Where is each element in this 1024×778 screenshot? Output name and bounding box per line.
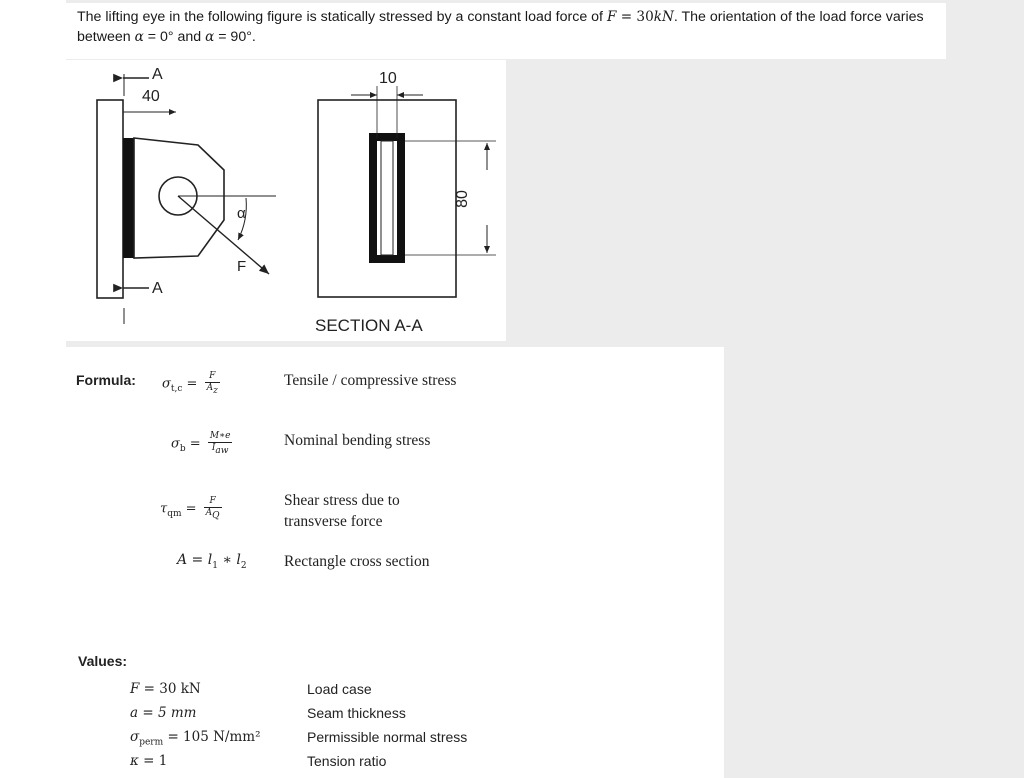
section-caption: SECTION A-A <box>315 316 423 335</box>
formula-shear-sub: qm <box>167 509 182 519</box>
value-kappa-rest: = 1 <box>138 753 168 769</box>
load-unit: kN <box>653 9 674 25</box>
formula-panel <box>66 347 724 778</box>
formula-area-desc: Rectangle cross section <box>284 553 430 570</box>
formula-tensile-symbol: σ <box>162 376 171 392</box>
load-value: = 30 <box>616 9 654 25</box>
formula-bending-den-sub: aw <box>215 445 229 456</box>
value-load <box>130 681 201 697</box>
formula-bending: $\sigma_b$ = $\frac{M∗e}{I_{aw}}$ <box>171 431 231 456</box>
value-load-rest: = 30 kN <box>139 681 201 697</box>
formula-bending-num: M∗e <box>209 431 231 441</box>
left-margin <box>0 0 66 778</box>
formula-area-text: A = l <box>177 552 213 568</box>
value-perm-stress <box>130 729 260 748</box>
value-seam-symbol: a <box>130 705 139 721</box>
formula-bending-sub: b <box>179 444 186 454</box>
formula-shear-num: F <box>204 496 222 508</box>
problem-statement <box>66 3 946 59</box>
weld-seam <box>123 138 134 258</box>
value-kappa-desc: Tension ratio <box>307 753 387 769</box>
force-label: F <box>237 258 247 275</box>
formula-shear-den-sub: Q <box>212 510 220 521</box>
formula-bending-den: I <box>211 443 216 453</box>
formula-tensile-desc: Tensile / compressive stress <box>284 372 457 389</box>
value-seam <box>130 705 196 721</box>
value-seam-desc: Seam thickness <box>307 705 406 721</box>
formula-shear-fraction <box>204 496 222 522</box>
formula-tensile: $\sigma_{t,c}$ = $\frac{F}{A_z}$ <box>162 371 218 396</box>
formula-bending-symbol: σ <box>171 436 180 452</box>
value-perm-symbol: σ <box>130 729 140 745</box>
formula-area <box>177 552 247 571</box>
section-label-top: A <box>152 66 163 83</box>
alpha-symbol: α <box>134 28 144 45</box>
drawing-svg <box>66 60 506 341</box>
value-kappa-symbol: κ <box>130 753 139 769</box>
values-heading: Values: <box>78 653 128 669</box>
formula-area-mid: ∗ l <box>217 552 241 568</box>
value-load-symbol: F <box>130 681 140 697</box>
section-label-bottom: A <box>152 280 163 297</box>
formula-tensile-fraction <box>205 371 220 397</box>
value-seam-rest: = 5 mm <box>138 705 197 721</box>
section-slot <box>381 141 393 255</box>
base-plate <box>97 100 123 298</box>
problem-text <box>77 8 943 47</box>
problem-text-part2: . The orientation of the load force varies between <box>77 9 924 45</box>
value-perm-rest: = 105 N/mm² <box>163 729 261 745</box>
dim-80-label: 80 <box>453 190 471 208</box>
dim-40-label: 40 <box>142 88 160 105</box>
angle-range-start: = 0° and <box>143 28 206 45</box>
formula-shear-desc-1: Shear stress due to <box>284 492 400 509</box>
value-perm-desc: Permissible normal stress <box>307 729 468 745</box>
angle-range-end: = 90°. <box>214 28 256 45</box>
technical-drawing <box>66 60 506 341</box>
formula-tensile-den: A <box>206 383 214 393</box>
formula-shear-den: A <box>205 508 213 518</box>
formula-heading: Formula: <box>76 372 136 388</box>
load-variable: F <box>606 9 617 25</box>
formula-shear: $\tau_{qm}$ = $\frac{F}{A_Q}$ <box>160 496 220 521</box>
dim-10-label: 10 <box>379 70 397 87</box>
value-tension-ratio <box>130 753 167 769</box>
formula-tensile-sub: t,c <box>170 384 183 394</box>
formula-tensile-num: F <box>205 371 220 383</box>
value-perm-sub: perm <box>139 737 164 748</box>
value-load-desc: Load case <box>307 681 372 697</box>
formula-bending-desc: Nominal bending stress <box>284 432 431 449</box>
alpha-symbol-2: α <box>205 28 215 45</box>
problem-text-part1: The lifting eye in the following figure is statically stressed by a constant load force of <box>77 9 603 25</box>
formula-shear-symbol: τ <box>160 501 168 517</box>
formula-area-sub1: 1 <box>212 560 218 571</box>
formula-area-sub2: 2 <box>240 560 247 571</box>
formula-tensile-den-sub: z <box>213 385 218 396</box>
formula-bending-fraction <box>208 431 233 457</box>
angle-label: α <box>237 205 246 222</box>
formula-shear-desc-2: transverse force <box>284 513 383 530</box>
